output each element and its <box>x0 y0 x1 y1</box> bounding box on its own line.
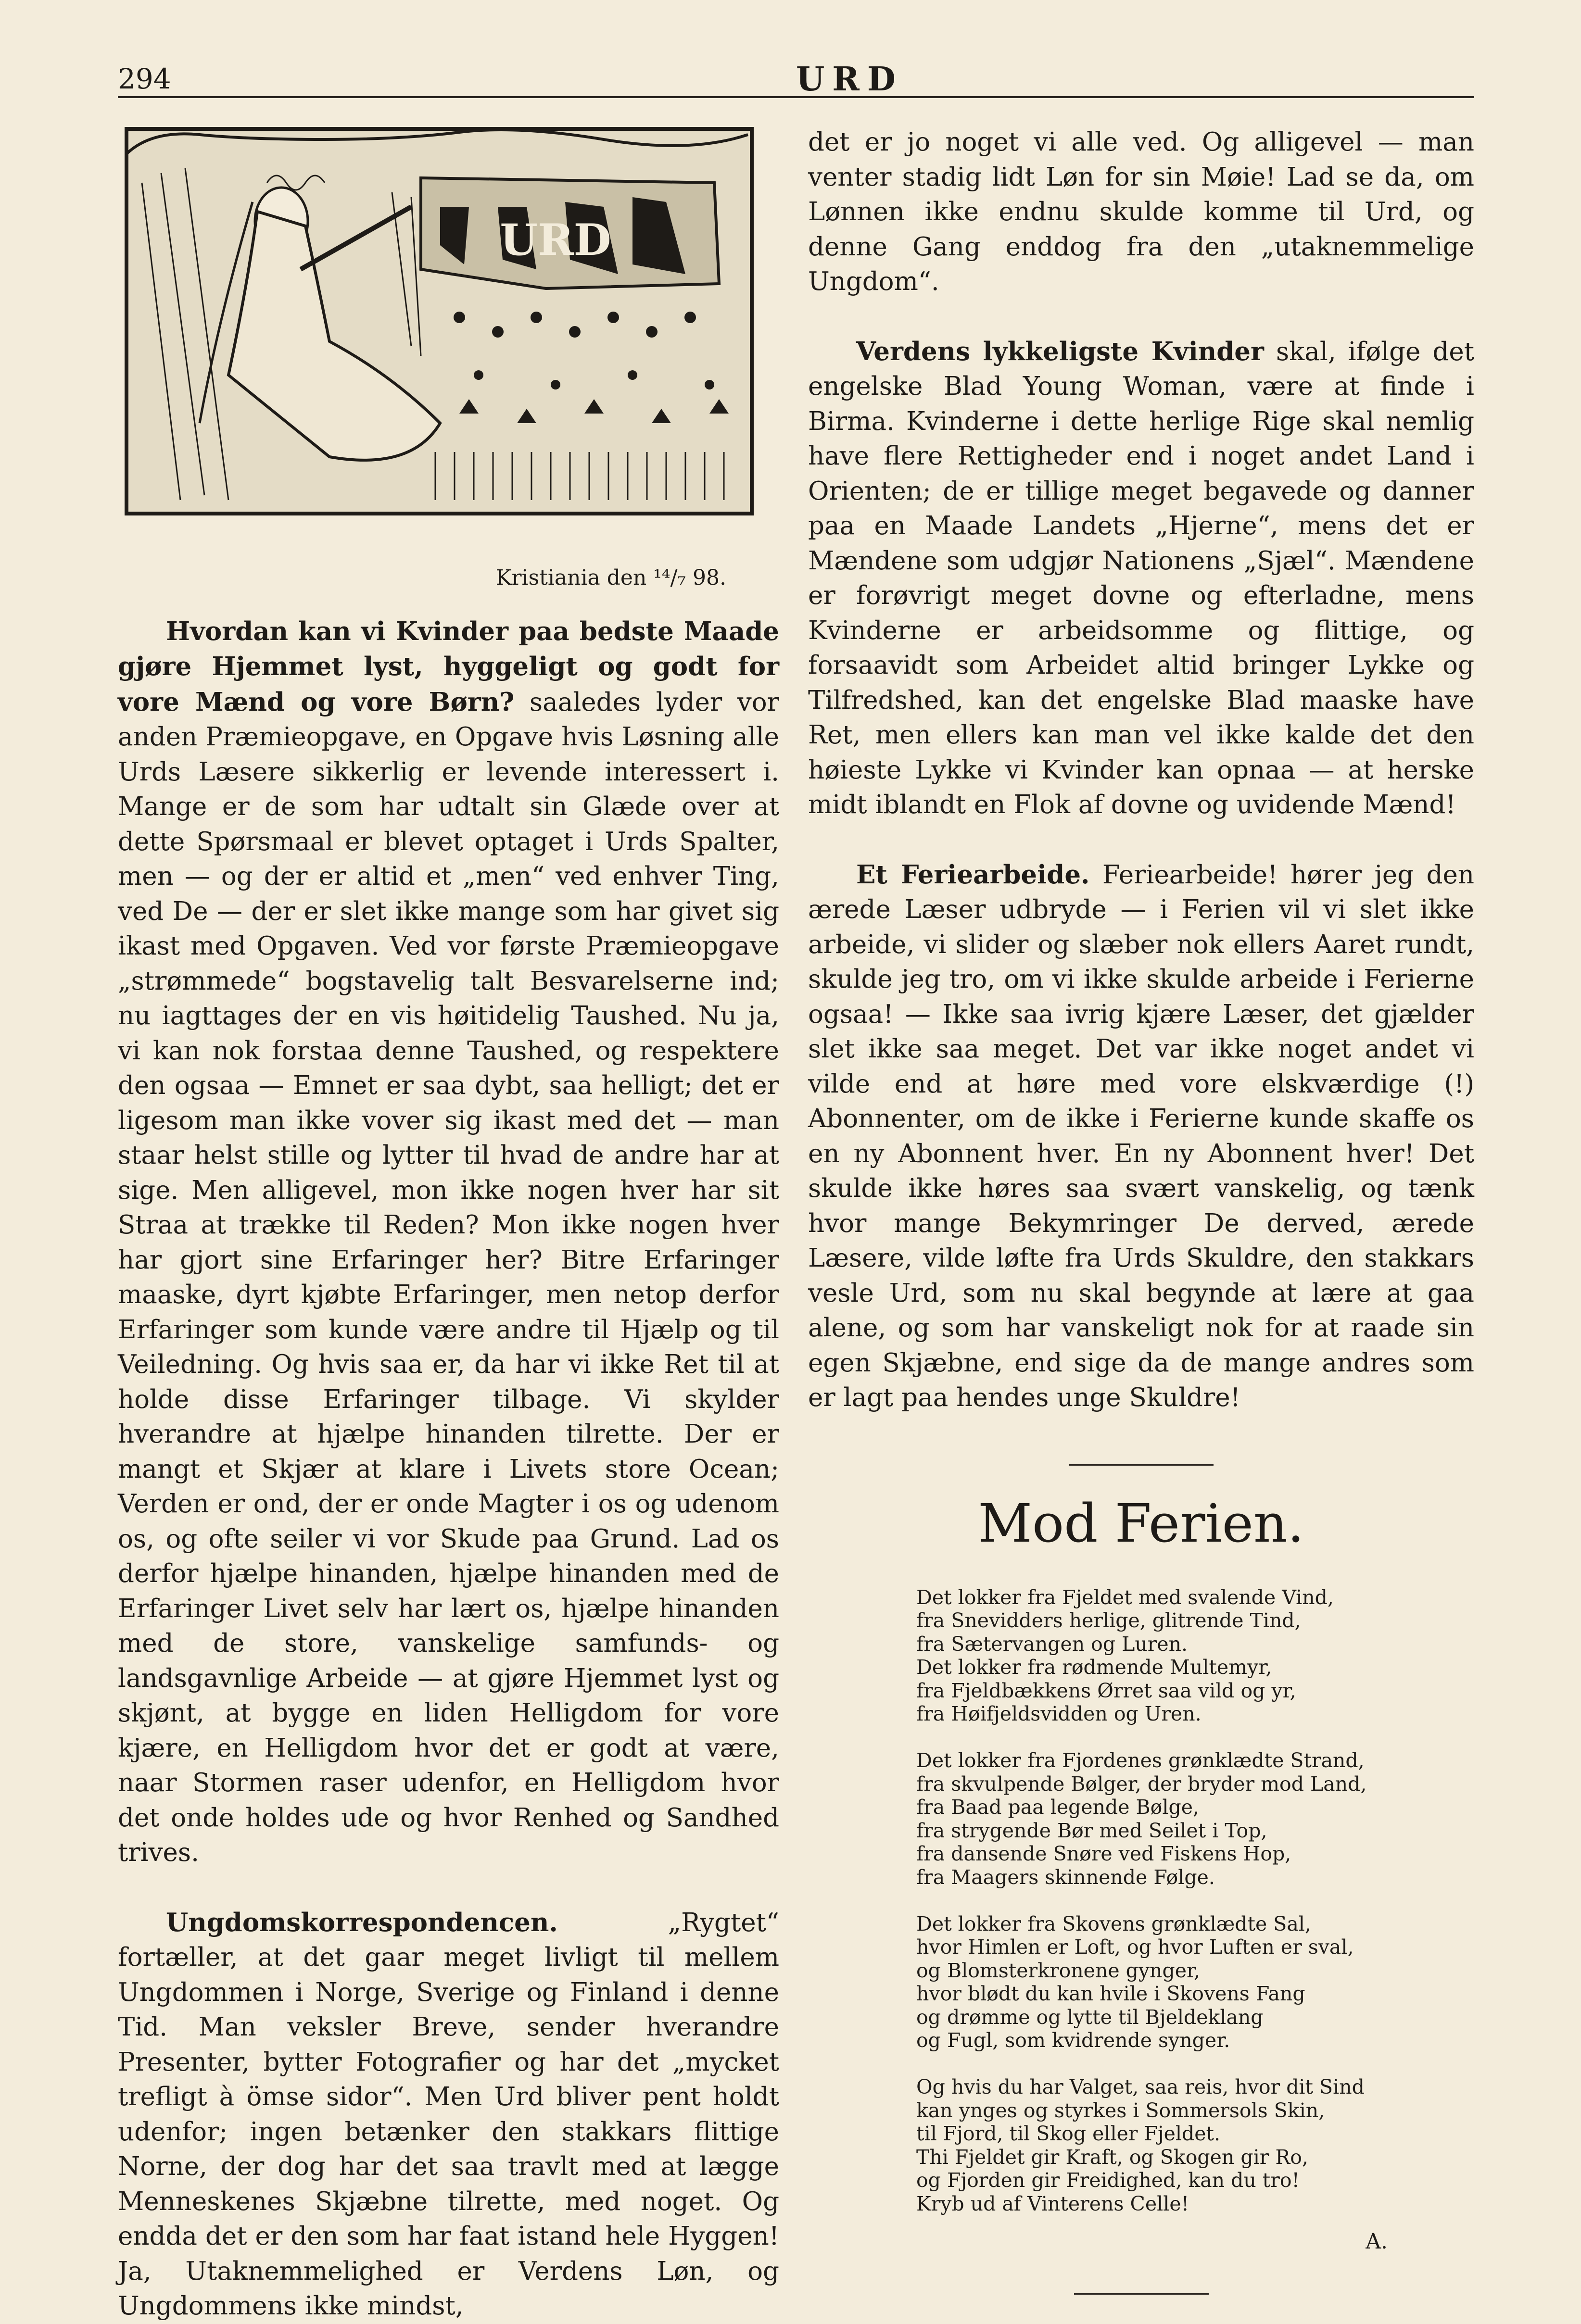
article-holiday-lead: Et Feriearbeide. <box>856 859 1090 890</box>
masthead-logo-text: URD <box>500 214 611 265</box>
poem-line: til Fjord, til Skog eller Fjeldet. <box>916 2122 1221 2145</box>
poem-line: fra Snevidders herlige, glitrende Tind, <box>916 1609 1301 1632</box>
poem-line: Det lokker fra Fjordenes grønklædte Strand, <box>916 1749 1365 1772</box>
header-rule <box>118 96 1474 98</box>
poem-line: fra Fjeldbækkens Ørret saa vild og yr, <box>916 1679 1296 1702</box>
dateline: Kristiania den ¹⁴/₇ 98. <box>495 565 726 590</box>
right-column <box>808 125 1474 2295</box>
masthead-illustration <box>123 125 760 529</box>
poem-line: Det lokker fra Fjeldet med svalende Vind, <box>916 1585 1334 1609</box>
article-home-body: saaledes lyder vor anden Præmieopgave, en Opgave hvis Løsning alle Urds Læsere sikkerlig er levende interessert i. Mange er de som har udtalt sin Glæde over at dette Spørsmaal er blevet optaget i Urds Spalter, men — og der er altid et „men“ ved enhver Ting, ved De — der er slet ikke mange som har givet sig ikast med Opgaven. Ved vor første Præmieopgave „strømmede“ bogstavelig talt Besvarelserne ind; nu iagttages der en vis høitidelig Taushed. Nu ja, vi kan nok forstaa denne Taushed, og respektere den ogsaa — Emnet er saa dybt, saa helligt; det er ligesom man ikke vover sig ikast med det — man staar helst stille og lytter til hvad de andre har at sige. Men alligevel, mon ikke nogen hver har sit Straa at trække til Reden? Mon ikke nogen hver har gjort sine Erfaringer her? Bitre Erfaringer maaske, dyrt kjøbte Erfaringer, men netop derfor Erfaringer som kunde være andre til Hjælp og til Veiledning. Og hvis saa er, da har vi ikke Ret til at holde disse Erfaringer tilbage. Vi skylder hverandre at hjælpe hinanden tilrette. Der er mangt et Skjær at klare i Livets store Ocean; Verden er ond, der er onde Magter i os og udenom os, og ofte seiler vi vor Skude paa Grund. Lad os derfor hjælpe hinanden, hjælpe hinanden med de Erfaringer Livet selv har lært os, hjælpe hinanden med de store, vanskelige samfunds- og landsgavnlige Arbeide — at gjøre Hjemmet lyst og skjønt, at bygge en liden Helligdom for vore kjære, en Helligdom hvor det er godt at være, naar Stormen raser udenfor, en Helligdom hvor det onde holdes ude og hvor Renhed og Sandhed trives. <box>118 687 779 1867</box>
poem-line: fra strygende Bør med Seilet i Top, <box>916 1819 1267 1842</box>
page-header <box>118 60 1474 101</box>
article-happiest-lead: Verdens lykkeligste Kvinder <box>856 336 1264 366</box>
poem-line: Og hvis du har Valget, saa reis, hvor dit Sind <box>916 2075 1365 2098</box>
poem-line: hvor Himlen er Loft, og hvor Luften er sval, <box>916 1935 1354 1959</box>
journal-title: URD <box>796 60 903 99</box>
article-happiest-body: skal, ifølge det engelske Blad Young Woman, være at finde i Birma. Kvinderne i dette herlige Rige skal nemlig have flere Rettigheder end i noget andet Land i Orienten; de er tillige meget begavede og danner paa en Maade Landets „Hjerne“, mens det er Mændene som udgjør Nationens „Sjæl“. Mændene er forøvrigt meget dovne og efterladne, mens Kvinderne er arbeidsomme og flittige, og forsaavidt som Arbeidet altid bringer Lykke og Tilfredshed, kan det engelske Blad maaske have Ret, men ellers kan man vel ikke kalde det den høieste Lykke vi Kvinder kan opnaa — at herske midt iblandt en Flok af dovne og uvidende Mænd! <box>808 337 1474 819</box>
article-youth-continued: det er jo noget vi alle ved. Og alligevel — man venter stadig lidt Løn for sin Møie! Lad se da, om Lønnen ikke endnu skulde komme til Urd, og denne Gang enddog fra den „utaknemmelige Ungdom“. <box>808 127 1474 296</box>
article-happiest-women <box>808 334 1474 823</box>
poem-line: Kryb ud af Vinterens Celle! <box>916 2192 1189 2215</box>
poem-line: fra Høifjeldsvidden og Uren. <box>916 1702 1202 1725</box>
article-youth-body: „Rygtet“ fortæller, at det gaar meget livligt til mellem Ungdommen i Norge, Sverige og Finland i denne Tid. Man veksler Breve, sender hverandre Presenter, bytter Fotografier og har det „mycket trefligt à ömse sidor“. Men Urd bliver pent holdt udenfor; ingen betænker den stakkars flittige Norne, der dog har det saa travlt med at lægge Menneskenes Skjæbne tilrette, med noget. Og endda det er den som har faat istand hele Hyggen! Ja, Utaknemmelighed er Verdens Løn, og Ungdommens ikke mindst, <box>118 1908 779 2321</box>
article-home-prize <box>118 614 779 1871</box>
article-holiday-work <box>808 857 1474 1416</box>
poem-line: fra Sætervangen og Luren. <box>916 1632 1188 1656</box>
article-youth-lead: Ungdomskorrespondencen. <box>166 1907 558 1937</box>
poem-line: Det lokker fra rødmende Multemyr, <box>916 1656 1272 1679</box>
article-home-lead: Hvordan kan vi Kvinder paa bedste Maade gjøre Hjemmet lyst, hyggeligt og godt for vore Mænd og vore Børn? <box>118 616 779 717</box>
poem-line: Det lokker fra Skovens grønklædte Sal, <box>916 1912 1311 1935</box>
poem-line: og Fjorden gir Freidighed, kan du tro! <box>916 2169 1300 2192</box>
poem-line: og Blomsterkronene gynger, <box>916 1959 1201 1982</box>
poem-line: fra skvulpende Bølger, der bryder mod Land, <box>916 1772 1367 1796</box>
poem-line: fra Baad paa legende Bølge, <box>916 1796 1200 1819</box>
poem-line: og drømme og lytte til Bjeldeklang <box>916 2005 1264 2029</box>
poem-stanza <box>916 1912 1474 2052</box>
poem-title: Mod Ferien. <box>978 1492 1304 1554</box>
poem-signature: A. <box>1366 2229 1388 2254</box>
page-number: 294 <box>118 63 171 95</box>
poem-line: kan ynges og styrkes i Sommersols Skin, <box>916 2098 1325 2122</box>
poem-stanza <box>916 1586 1474 1726</box>
article-holiday-body: Feriearbeide! hører jeg den ærede Læser udbryde — i Ferien vil vi slet ikke arbeide, vi slider og slæber nok ellers Aaret rundt, skulde jeg tro, om vi ikke skulde arbeide i Ferierne ogsaa! — Ikke saa ivrig kjære Læser, det gjælder slet ikke saa meget. Det var ikke noget andet vi vilde end at høre med vore elskværdige (!) Abonnenter, om de ikke i Ferierne kunde skaffe os en ny Abonnent hver. En ny Abonnent hver! Det skulde ikke høres saa svært vanskelig, og tænk hvor mange Bekymringer De derved, ærede Læsere, vilde løfte fra Urds Skuldre, den stakkars vesle Urd, som nu skal begynde at lære at gaa alene, og som har vanskeligt nok for at raade sin egen Skjæbne, end sige da de mange andres som er lagt paa hendes unge Skuldre! <box>808 860 1474 1412</box>
left-column <box>118 125 779 2324</box>
poem-line: og Fugl, som kvidrende synger. <box>916 2029 1230 2052</box>
poem-line: fra Maagers skinnende Følge. <box>916 1865 1215 1889</box>
section-divider <box>1074 2293 1209 2295</box>
masthead-letters <box>421 178 719 289</box>
poem-line: fra dansende Snøre ved Fiskens Hop, <box>916 1842 1291 1865</box>
poem-line: hvor blødt du kan hvile i Skovens Fang <box>916 1982 1305 2005</box>
poem-stanza <box>916 1749 1474 1889</box>
article-youth <box>118 1905 779 2324</box>
poem-stanza <box>916 2075 1474 2215</box>
poem-line: Thi Fjeldet gir Kraft, og Skogen gir Ro, <box>916 2145 1308 2169</box>
section-divider <box>1069 1464 1214 1466</box>
